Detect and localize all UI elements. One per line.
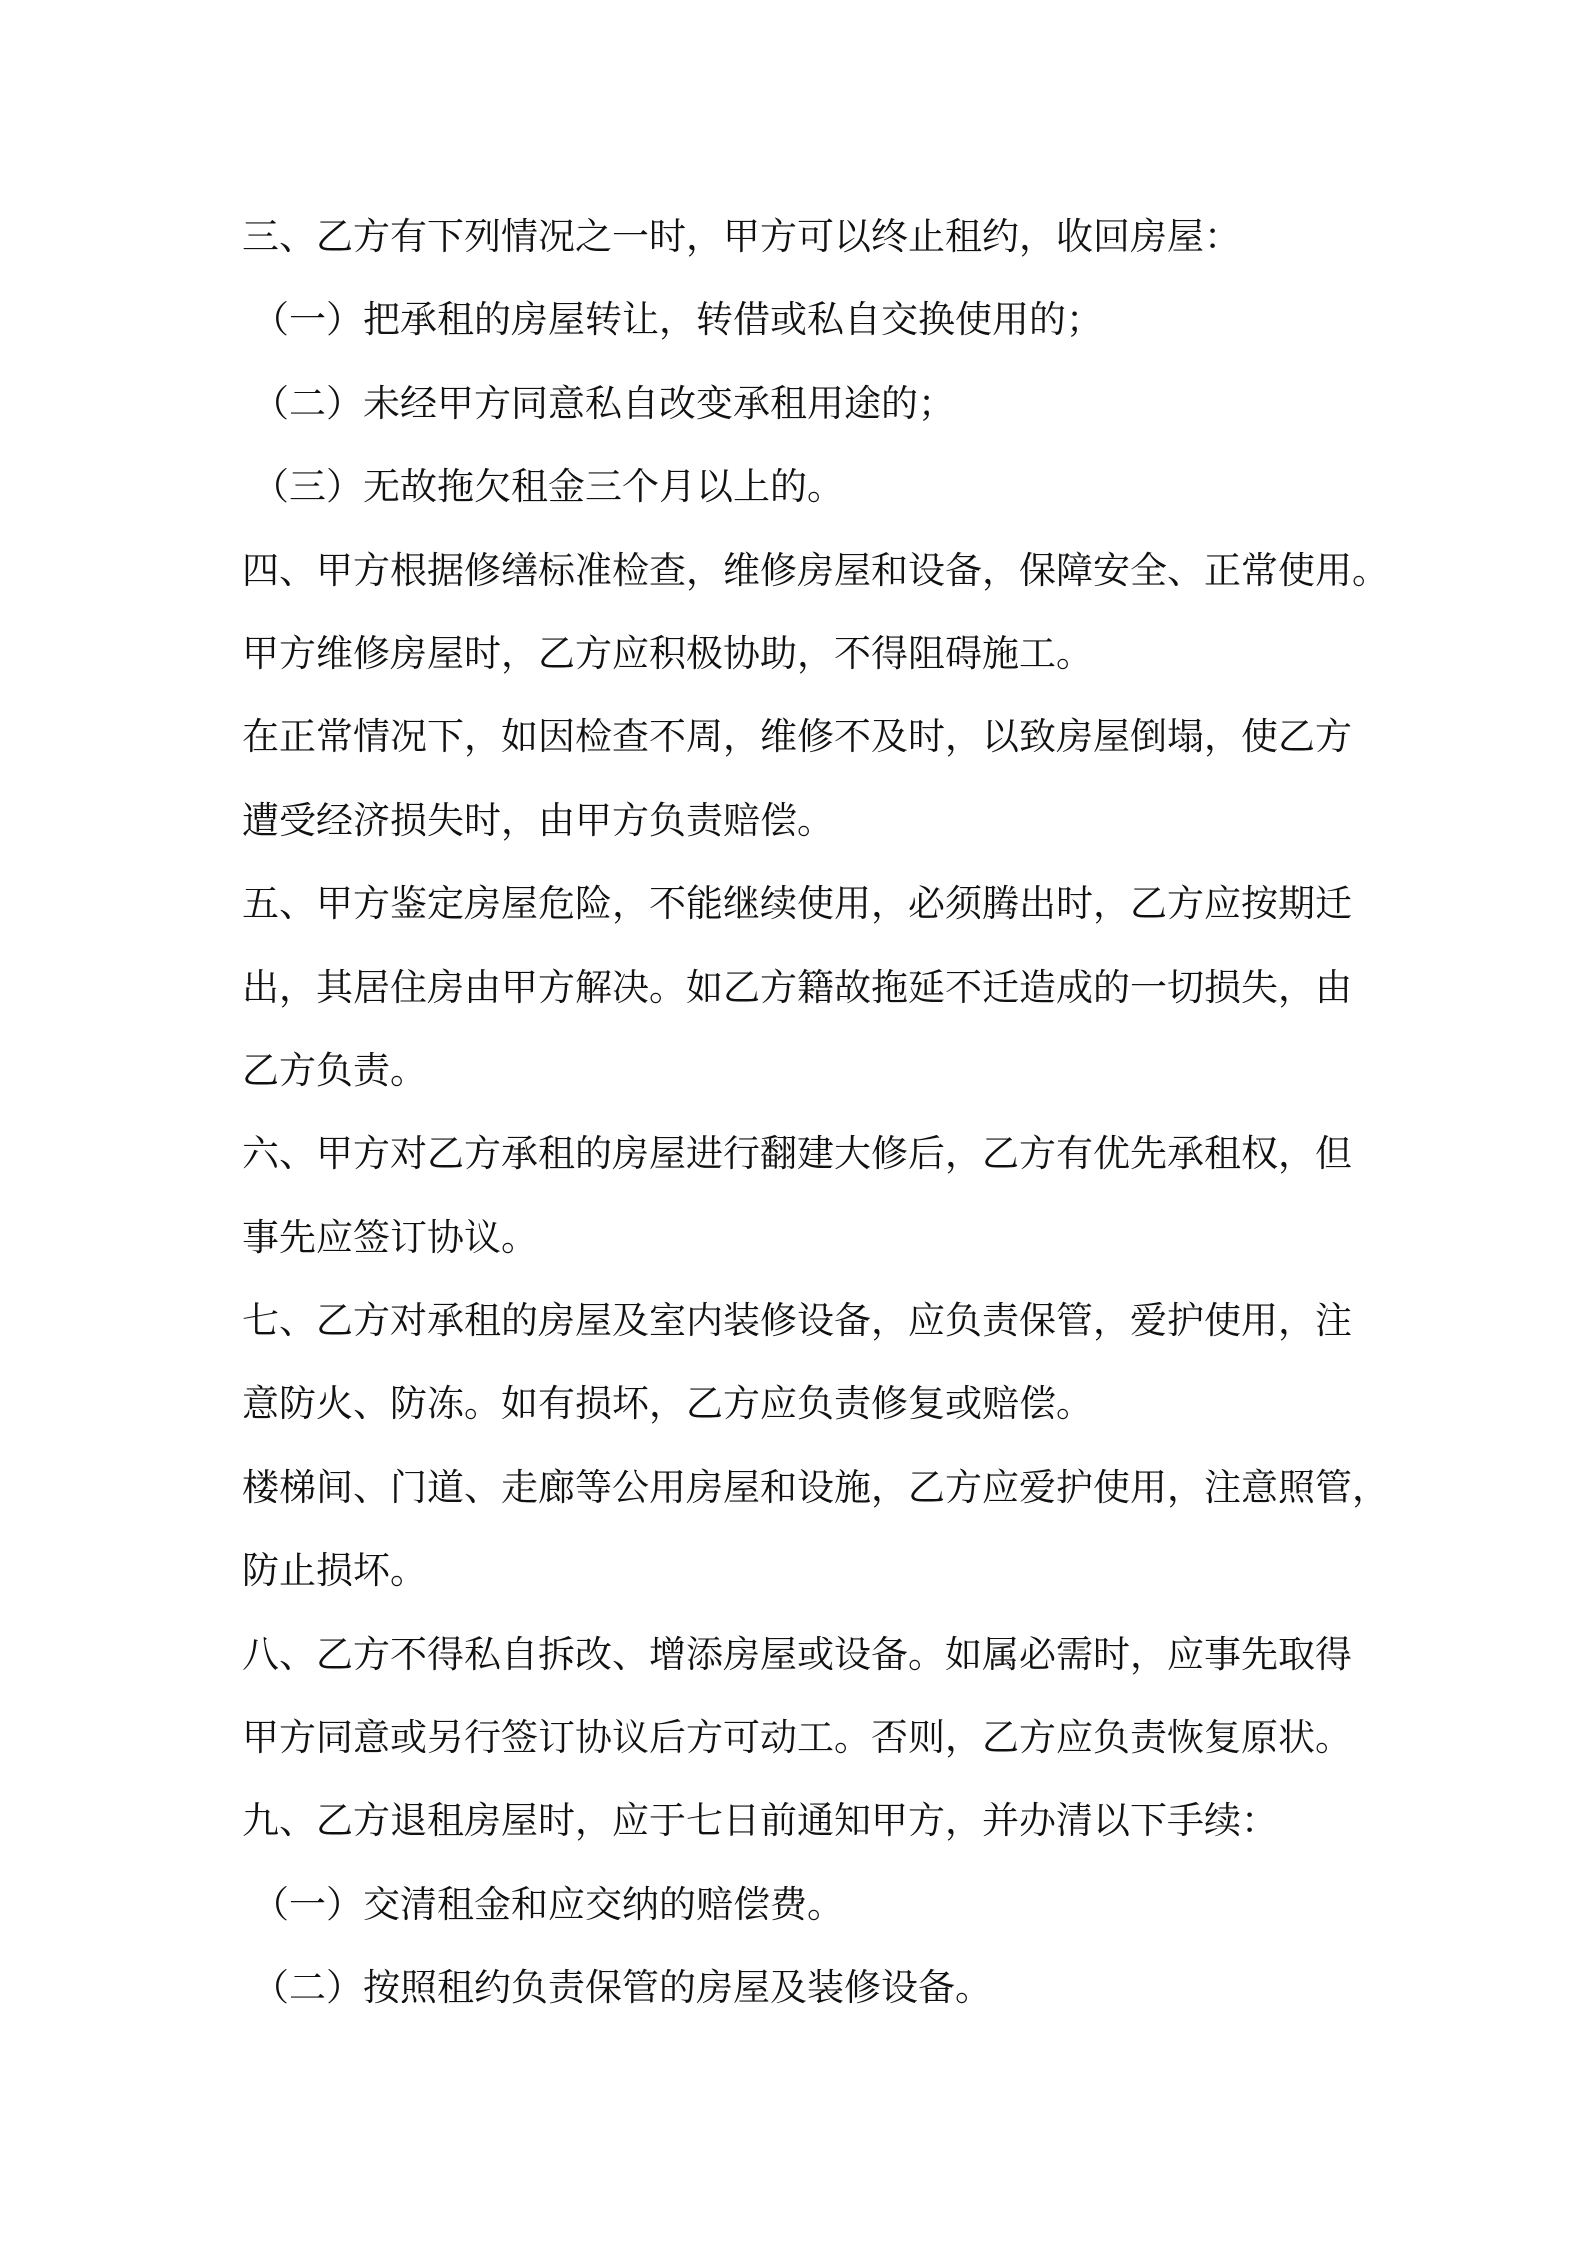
clause-4-line-4: 遭受经济损失时，由甲方负责赔偿。 (242, 798, 834, 842)
clause-4-line-3: 在正常情况下，如因检查不周，维修不及时，以致房屋倒塌，使乙方 (242, 715, 1352, 759)
clause-7-line-4: 防止损坏。 (242, 1549, 427, 1593)
clause-9-item-2: （二）按照租约负责保管的房屋及装修设备。 (252, 1966, 992, 2010)
clause-8-line-2: 甲方同意或另行签订协议后方可动工。否则，乙方应负责恢复原状。 (242, 1716, 1352, 1760)
clause-6-line-1: 六、甲方对乙方承租的房屋进行翻建大修后，乙方有优先承租权，但 (242, 1132, 1352, 1176)
clause-4-line-1: 四、甲方根据修缮标准检查，维修房屋和设备，保障安全、正常使用。 (242, 548, 1389, 592)
clause-7-line-3: 楼梯间、门道、走廊等公用房屋和设施，乙方应爱护使用，注意照管， (242, 1465, 1389, 1509)
clause-3-heading: 三、乙方有下列情况之一时，甲方可以终止租约，收回房屋： (242, 215, 1241, 258)
clause-9-item-1: （一）交清租金和应交纳的赔偿费。 (252, 1882, 844, 1926)
clause-4-line-2: 甲方维修房屋时，乙方应积极协助，不得阻碍施工。 (242, 631, 1093, 675)
clause-6-line-2: 事先应签订协议。 (242, 1215, 538, 1259)
clause-8-line-1: 八、乙方不得私自拆改、增添房屋或设备。如属必需时，应事先取得 (242, 1632, 1352, 1676)
clause-5-line-3: 乙方负责。 (242, 1048, 427, 1092)
clause-7-line-1: 七、乙方对承租的房屋及室内装修设备，应负责保管，爱护使用，注 (242, 1299, 1352, 1343)
clause-5-line-1: 五、甲方鉴定房屋危险，不能继续使用，必须腾出时，乙方应按期迁 (242, 882, 1352, 926)
clause-3-item-2: （二）未经甲方同意私自改变承租用途的； (252, 381, 955, 425)
clause-5-line-2: 出，其居住房由甲方解决。如乙方籍故拖延不迁造成的一切损失，由 (242, 965, 1352, 1009)
clause-9-heading: 九、乙方退租房屋时，应于七日前通知甲方，并办清以下手续： (242, 1799, 1278, 1843)
clause-3-item-3: （三）无故拖欠租金三个月以上的。 (252, 465, 844, 509)
clause-7-line-2: 意防火、防冻。如有损坏，乙方应负责修复或赔偿。 (242, 1382, 1093, 1426)
document-body (242, 195, 1389, 2030)
clause-3-item-1: （一）把承租的房屋转让，转借或私自交换使用的； (252, 298, 1103, 342)
